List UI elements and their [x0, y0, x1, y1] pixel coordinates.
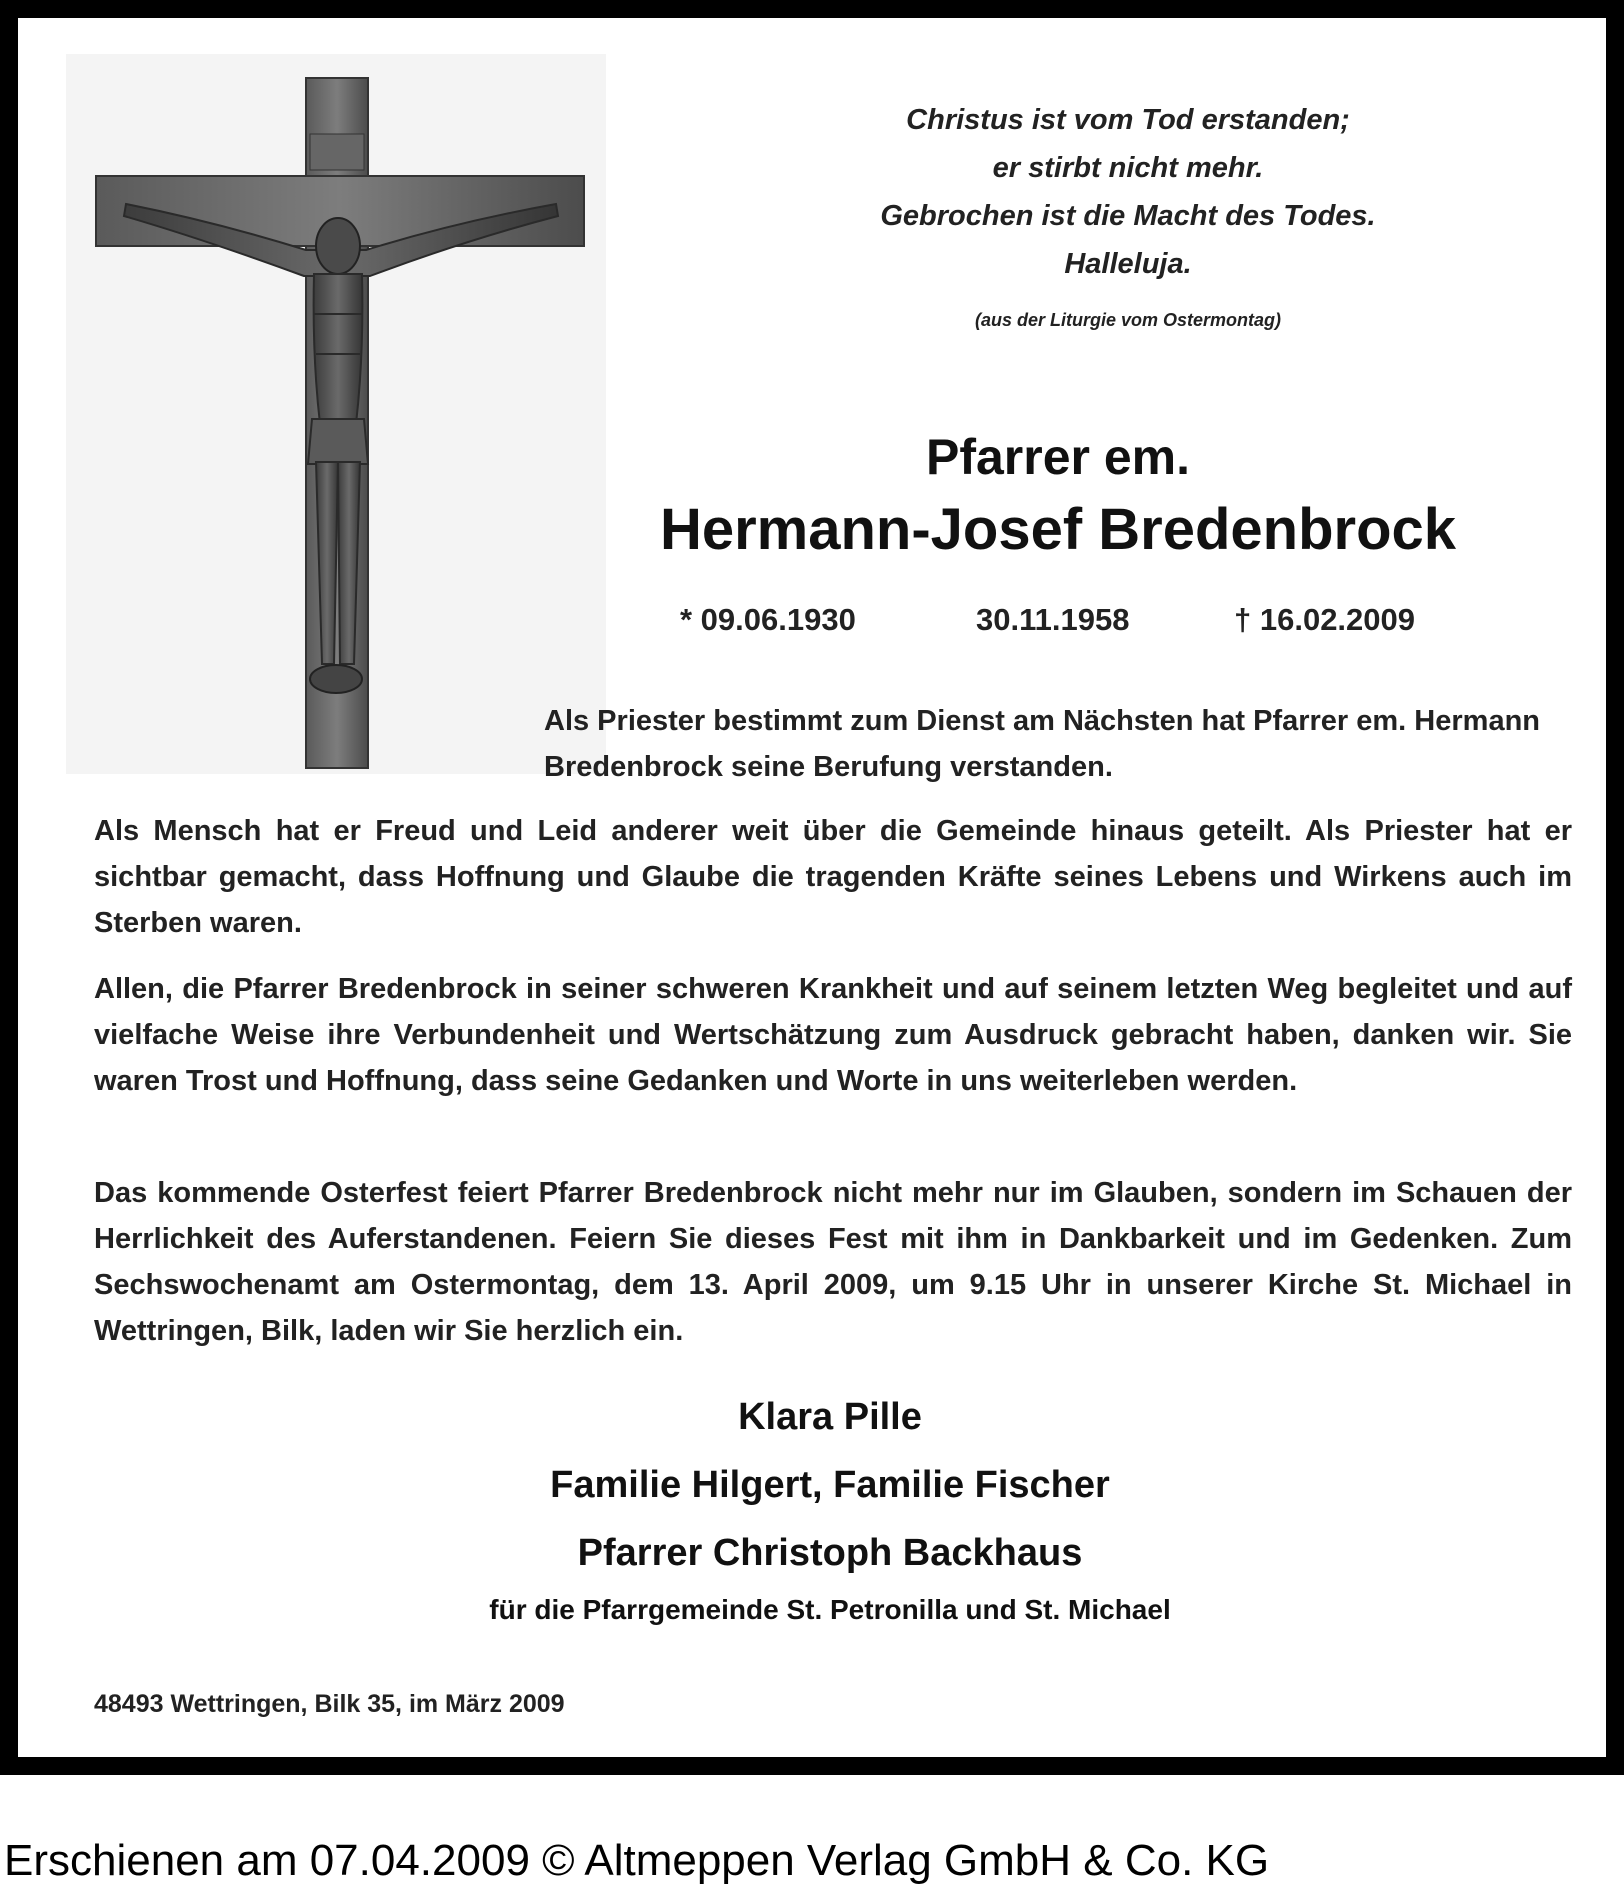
verse-line: Christus ist vom Tod erstanden; — [906, 104, 1350, 136]
publication-footer: Erschienen am 07.04.2009 © Altmeppen Verlag GmbH & Co. KG — [4, 1836, 1270, 1885]
verse-line: Halleluja. — [1064, 248, 1192, 280]
easter-verse — [748, 96, 1508, 288]
signature-families: Familie Hilgert, Familie Fischer — [550, 1464, 1110, 1506]
verse-line: er stirbt nicht mehr. — [992, 152, 1264, 184]
death-date: † 16.02.2009 — [1234, 602, 1416, 637]
verse-line: Gebrochen ist die Macht des Todes. — [880, 200, 1376, 232]
signature-pastor: Pfarrer Christoph Backhaus — [577, 1532, 1083, 1574]
paragraph-human: Als Mensch hat er Freud und Leid anderer weit über die Gemeinde hinaus geteilt. Als Priester hat er sichtbar gemacht, dass Hoffnung und Glaube die tragenden Kräfte seines Lebens und Wirkens auch im Sterben waren. — [94, 815, 1572, 939]
address-line: 48493 Wettringen, Bilk 35, im März 2009 — [94, 1690, 565, 1718]
title-name: Hermann-Josef Bredenbrock — [659, 497, 1457, 562]
ordination-date: 30.11.1958 — [976, 602, 1130, 637]
title-rank: Pfarrer em. — [925, 429, 1191, 485]
paragraph-easter: Das kommende Osterfest feiert Pfarrer Bredenbrock nicht mehr nur im Glauben, sondern im Schauen der Herrlichkeit des Auferstandenen. Feiern Sie dieses Fest mit ihm in Dankbarkeit und im Gedenken. Zum Sechswochenamt am Ostermontag, dem 13. April 2009, um 9.15 Uhr in unserer Kirche St. Michael in Wettringen, Bilk, laden wir Sie herzlich ein. — [94, 1177, 1572, 1347]
paragraph-calling: Als Priester bestimmt zum Dienst am Nächsten hat Pfarrer em. Hermann Bredenbrock seine Berufung verstanden. — [544, 705, 1540, 783]
crucifix-image — [66, 54, 606, 774]
birth-date: * 09.06.1930 — [680, 602, 856, 637]
signature-klara: Klara Pille — [738, 1396, 922, 1438]
paragraph-thanks: Allen, die Pfarrer Bredenbrock in seiner schweren Krankheit und auf seinem letzten Weg begleitet und auf vielfache Weise ihre Verbundenheit und Wertschätzung zum Ausdruck gebracht haben, danken wir. Sie waren Trost und Hoffnung, dass seine Gedanken und Worte in uns weiterleben werden. — [94, 973, 1572, 1097]
signature-parish: für die Pfarrgemeinde St. Petronilla und St. Michael — [489, 1594, 1171, 1625]
verse-source: (aus der Liturgie vom Ostermontag) — [974, 310, 1282, 330]
